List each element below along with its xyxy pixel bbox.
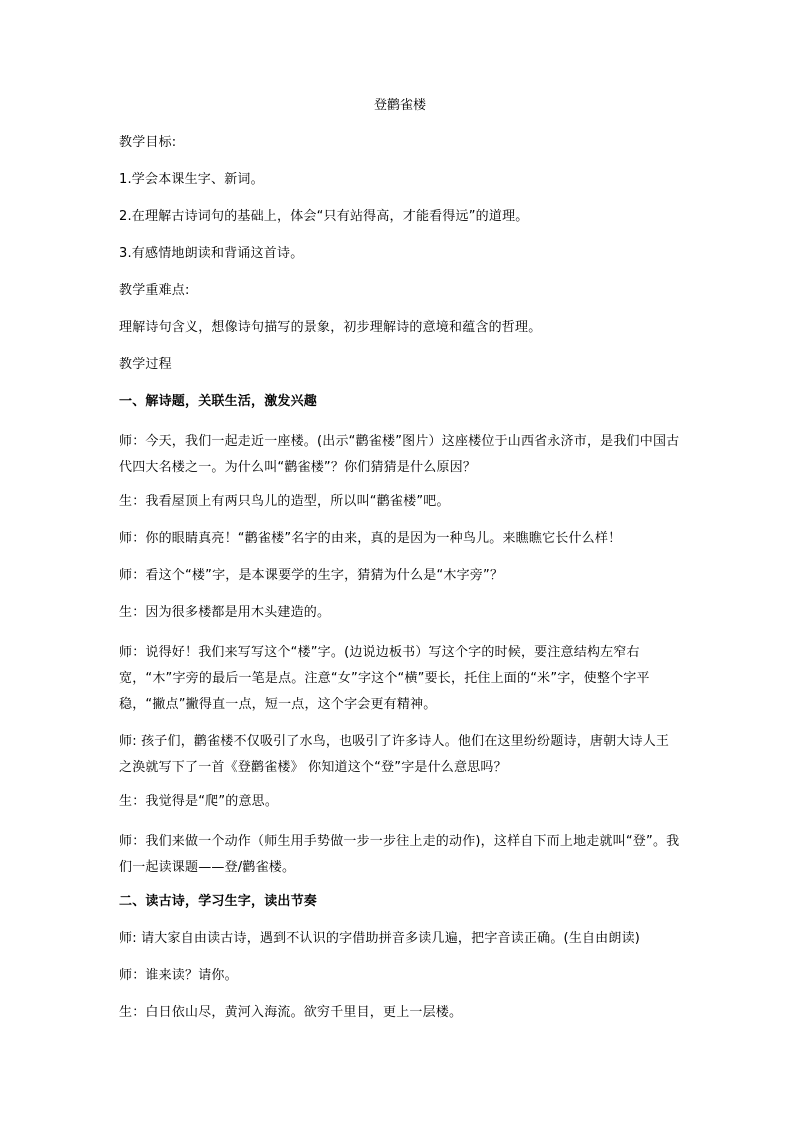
paragraph: 师：谁来读？请你。 [119, 968, 238, 983]
section-heading: 二、读古诗，学习生字，读出节奏 [119, 894, 318, 909]
paragraph: 教学重难点: [119, 283, 190, 298]
paragraph: 理解诗句含义，想像诗句描写的景象，初步理解诗的意境和蕴含的哲理。 [119, 320, 542, 335]
paragraph-list [119, 133, 681, 1023]
paragraph: 1.学会本课生字、新词。 [119, 172, 264, 187]
paragraph: 师：说得好！我们来写写这个“楼”字。(边说边板书）写这个字的时候，要注意结构左窄右宽，“木”字旁的最后一笔是点。注意“女”字这个“横”要长，托住上面的“米”字，使整个字平稳，“撇点”撇得直一点，短一点，这个字会更有精神。 [119, 645, 650, 712]
paragraph: 生：我觉得是“爬”的意思。 [119, 794, 279, 809]
paragraph: 生：因为很多楼都是用木头建造的。 [119, 605, 331, 620]
paragraph: 师：我们来做一个动作（师生用手势做一步一步往上走的动作)，这样自下而上地走就叫“登”。我们一起读课题——登/鹳雀楼。 [119, 834, 680, 875]
paragraph: 生：白日依山尽，黄河入海流。欲穷千里目，更上一层楼。 [119, 1005, 463, 1020]
paragraph: 教学过程 [119, 357, 172, 372]
paragraph: 师：看这个“楼”字，是本课要学的生字，猜猜为什么是“木字旁”？ [119, 568, 504, 583]
paragraph: 2.在理解古诗词句的基础上，体会“只有站得高，才能看得远”的道理。 [119, 209, 529, 224]
document-title: 登鹳雀楼 [373, 98, 426, 113]
section-heading: 一、解诗题，关联生活，激发兴趣 [119, 394, 318, 409]
paragraph: 教学目标: [119, 135, 177, 150]
document-content [119, 96, 681, 1040]
paragraph: 师: 请大家自由读古诗，遇到不认识的字借助拼音多读几遍，把字音读正确。(生自由朗读) [119, 931, 641, 946]
paragraph: 师：你的眼睛真亮！“鹳雀楼”名字的由来，真的是因为一种鸟儿。来瞧瞧它长什么样！ [119, 531, 622, 546]
paragraph: 生：我看屋顶上有两只鸟儿的造型，所以叫“鹳雀楼”吧。 [119, 494, 450, 509]
paragraph: 3.有感情地朗读和背诵这首诗。 [119, 246, 304, 261]
paragraph: 师：今天，我们一起走近一座楼。(出示“鹳雀楼”图片）这座楼位于山西省永济市，是我们中国古代四大名楼之一。为什么叫“鹳雀楼”？你们猜猜是什么原因？ [119, 434, 680, 475]
paragraph: 师: 孩子们，鹳雀楼不仅吸引了水鸟，也吸引了许多诗人。他们在这里纷纷题诗，唐朝大诗人王之涣就写下了一首《登鹳雀楼》 你知道这个“登”字是什么意思吗？ [119, 734, 670, 775]
